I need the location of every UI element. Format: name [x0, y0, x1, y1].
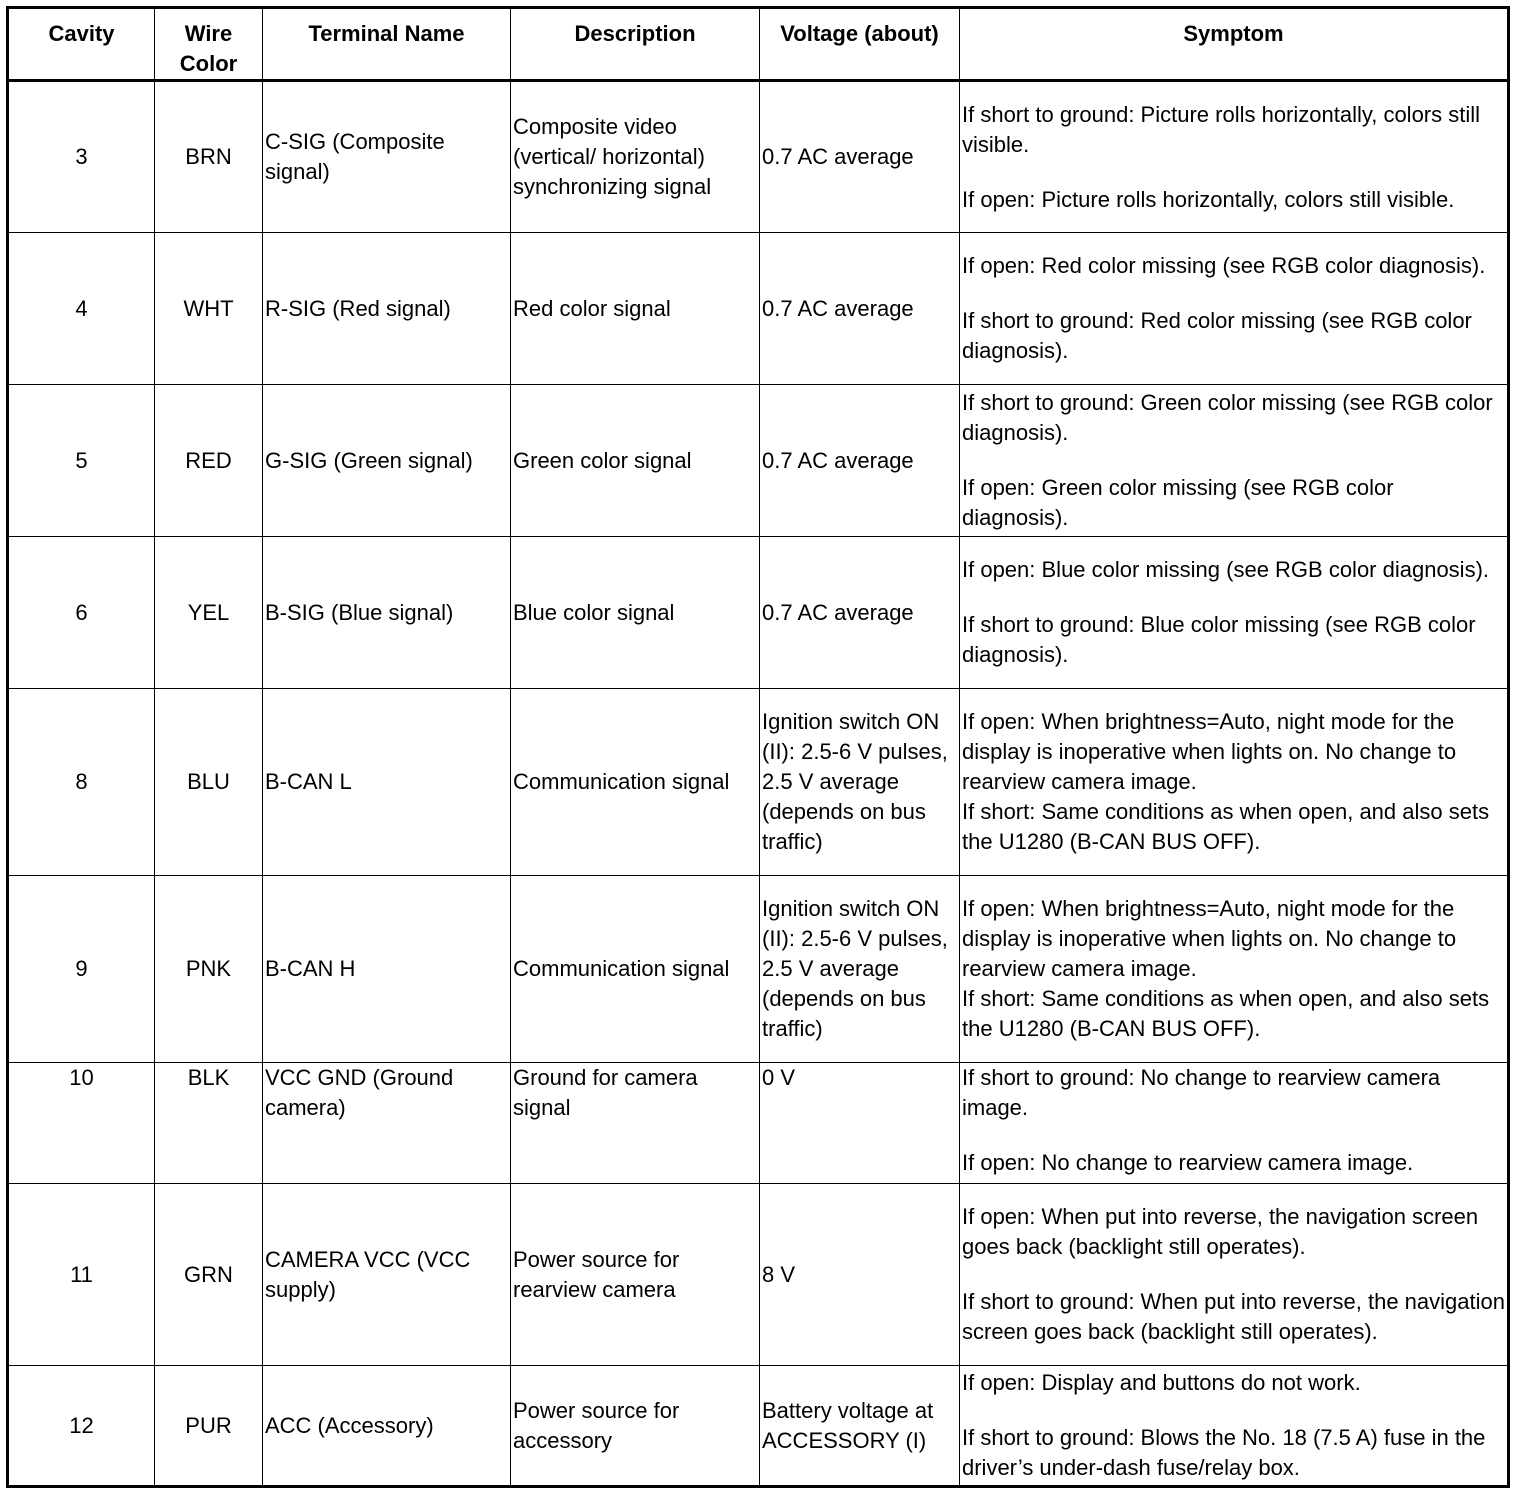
symptom-cell	[960, 1063, 1509, 1184]
description-cell: Green color signal	[511, 385, 760, 537]
symptom-cell	[960, 1184, 1509, 1366]
cavity-cell: 6	[8, 537, 155, 689]
symptom-text: If short to ground: No change to rearview camera image.	[962, 1065, 1441, 1120]
voltage-cell: Battery voltage at ACCESSORY (I)	[760, 1366, 960, 1487]
table-row	[8, 1366, 1509, 1487]
symptom-cell	[960, 1366, 1509, 1487]
terminal-name-cell: G-SIG (Green signal)	[263, 385, 511, 537]
symptom-text: If open: Blue color missing (see RGB color diagnosis).	[962, 557, 1490, 582]
wire-color-cell: BLU	[155, 689, 263, 876]
voltage-cell: Ignition switch ON (II): 2.5-6 V pulses, 2.5 V average (depends on bus traffic)	[760, 876, 960, 1063]
terminal-name-cell: ACC (Accessory)	[263, 1366, 511, 1487]
description-cell: Composite video (vertical/ horizontal) synchronizing signal	[511, 81, 760, 233]
voltage-cell: 0.7 AC average	[760, 81, 960, 233]
voltage-cell: 0.7 AC average	[760, 537, 960, 689]
symptom-text: If open: Display and buttons do not work.	[962, 1370, 1361, 1395]
table-row	[8, 385, 1509, 537]
terminal-name-cell: B-CAN L	[263, 689, 511, 876]
symptom-text: If short to ground: Blows the No. 18 (7.5 A) fuse in the driver’s under-dash fuse/relay box.	[962, 1425, 1486, 1480]
voltage-cell: 8 V	[760, 1184, 960, 1366]
cavity-cell: 5	[8, 385, 155, 537]
symptom-cell	[960, 689, 1509, 876]
wire-color-cell: PUR	[155, 1366, 263, 1487]
wire-color-cell: WHT	[155, 233, 263, 385]
description-cell: Red color signal	[511, 233, 760, 385]
wire-color-cell: YEL	[155, 537, 263, 689]
symptom-cell	[960, 81, 1509, 233]
symptom-text: If open: Green color missing (see RGB color diagnosis).	[962, 475, 1394, 530]
terminal-name-cell: R-SIG (Red signal)	[263, 233, 511, 385]
symptom-text: If short to ground: Green color missing (see RGB color diagnosis).	[962, 390, 1493, 445]
cavity-cell: 3	[8, 81, 155, 233]
wire-color-cell: PNK	[155, 876, 263, 1063]
symptom-cell	[960, 876, 1509, 1063]
description-cell: Power source for rearview camera	[511, 1184, 760, 1366]
table-row	[8, 1063, 1509, 1184]
symptom-text: If short to ground: Blue color missing (see RGB color diagnosis).	[962, 612, 1476, 667]
voltage-cell: Ignition switch ON (II): 2.5-6 V pulses, 2.5 V average (depends on bus traffic)	[760, 689, 960, 876]
cavity-cell: 8	[8, 689, 155, 876]
description-cell: Communication signal	[511, 876, 760, 1063]
symptom-text: If open: When brightness=Auto, night mode for the display is inoperative when lights on. No change to rearview camera image.	[962, 896, 1457, 981]
wire-color-cell: GRN	[155, 1184, 263, 1366]
symptom-text: If short to ground: Red color missing (see RGB color diagnosis).	[962, 308, 1472, 363]
table-header	[8, 8, 1509, 81]
table-row	[8, 876, 1509, 1063]
terminal-table	[6, 6, 1510, 1488]
header-description: Description	[511, 8, 760, 81]
wire-color-cell: BLK	[155, 1063, 263, 1184]
terminal-name-cell: C-SIG (Composite signal)	[263, 81, 511, 233]
table-row	[8, 1184, 1509, 1366]
symptom-text: If short: Same conditions as when open, and also sets the U1280 (B-CAN BUS OFF).	[962, 799, 1490, 854]
cavity-cell: 9	[8, 876, 155, 1063]
description-cell: Blue color signal	[511, 537, 760, 689]
cavity-cell: 12	[8, 1366, 155, 1487]
header-wire-color: Wire Color	[155, 8, 263, 81]
symptom-text: If short to ground: Picture rolls horizontally, colors still visible.	[962, 101, 1481, 157]
table-row	[8, 81, 1509, 233]
symptom-text: If open: When brightness=Auto, night mode for the display is inoperative when lights on. No change to rearview camera image.	[962, 709, 1457, 794]
symptom-cell	[960, 537, 1509, 689]
terminal-name-cell: CAMERA VCC (VCC supply)	[263, 1184, 511, 1366]
voltage-cell: 0.7 AC average	[760, 233, 960, 385]
voltage-cell: 0.7 AC average	[760, 385, 960, 537]
cavity-cell: 4	[8, 233, 155, 385]
voltage-cell: 0 V	[760, 1063, 960, 1184]
terminal-name-cell: VCC GND (Ground camera)	[263, 1063, 511, 1184]
description-cell: Communication signal	[511, 689, 760, 876]
header-row	[8, 8, 1509, 81]
symptom-text: If open: No change to rearview camera image.	[962, 1150, 1414, 1175]
table-row	[8, 233, 1509, 385]
header-symptom: Symptom	[960, 8, 1509, 81]
wire-color-cell: BRN	[155, 81, 263, 233]
table-row	[8, 537, 1509, 689]
symptom-text: If open: Red color missing (see RGB color diagnosis).	[962, 253, 1486, 278]
header-cavity: Cavity	[8, 8, 155, 81]
terminal-name-cell: B-CAN H	[263, 876, 511, 1063]
table-row	[8, 689, 1509, 876]
symptom-text: If open: When put into reverse, the navigation screen goes back (backlight still operates).	[962, 1204, 1479, 1259]
header-voltage: Voltage (about)	[760, 8, 960, 81]
table-body	[8, 81, 1509, 1487]
symptom-text: If short: Same conditions as when open, and also sets the U1280 (B-CAN BUS OFF).	[962, 986, 1490, 1041]
cavity-cell: 10	[8, 1063, 155, 1184]
symptom-cell	[960, 233, 1509, 385]
symptom-text: If open: Picture rolls horizontally, colors still visible.	[962, 186, 1455, 212]
description-cell: Power source for accessory	[511, 1366, 760, 1487]
wire-color-cell: RED	[155, 385, 263, 537]
cavity-cell: 11	[8, 1184, 155, 1366]
symptom-cell	[960, 385, 1509, 537]
symptom-text: If short to ground: When put into reverse, the navigation screen goes back (backlight still operates).	[962, 1289, 1505, 1344]
terminal-name-cell: B-SIG (Blue signal)	[263, 537, 511, 689]
description-cell: Ground for camera signal	[511, 1063, 760, 1184]
header-terminal-name: Terminal Name	[263, 8, 511, 81]
